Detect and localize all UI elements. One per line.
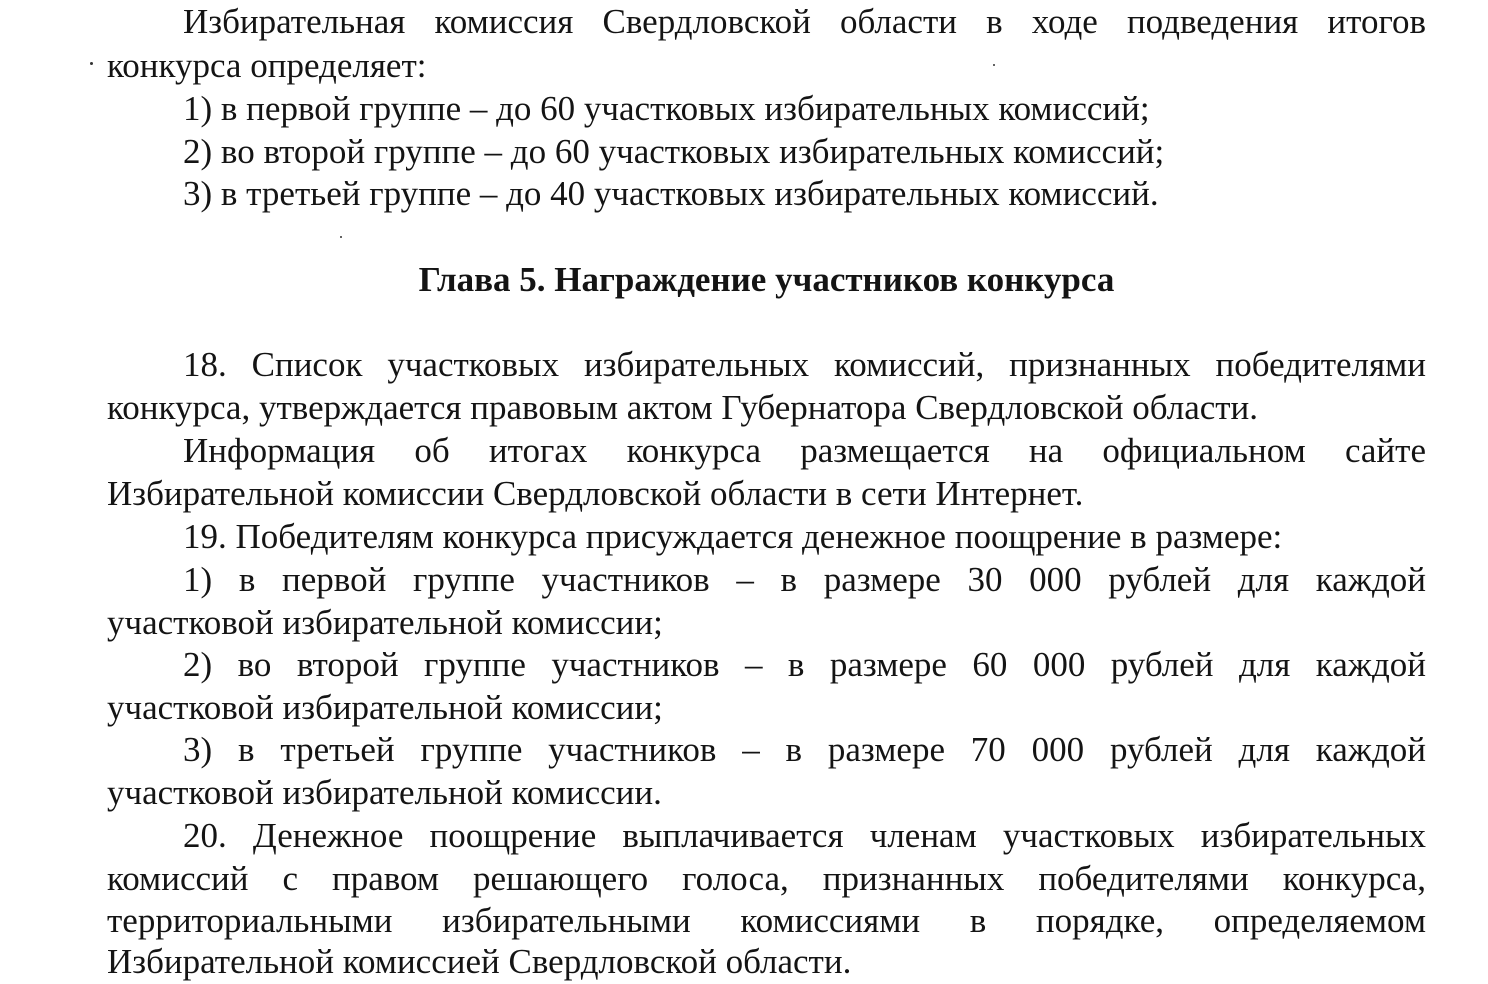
group-item-2: 2) во второй группе – до 60 участковых избирательных комиссий; [183, 132, 1165, 171]
scan-speck [340, 236, 342, 238]
award-2-line-1: 2) во второй группе участников – в размере 60 000 рублей для каждой [183, 645, 1426, 684]
p20-line-3: территориальными избирательными комиссиями в порядке, определяемом [107, 901, 1426, 940]
intro-line-2: конкурса определяет: [107, 46, 427, 85]
p18-line-1: 18. Список участковых избирательных комиссий, признанных победителями [183, 345, 1426, 384]
p20-line-1: 20. Денежное поощрение выплачивается членам участковых избирательных [183, 816, 1426, 855]
p20-line-4: Избирательной комиссией Свердловской области. [107, 942, 852, 981]
info-line-1: Информация об итогах конкурса размещается на официальном сайте [183, 431, 1426, 470]
award-1-line-2: участковой избирательной комиссии; [107, 603, 663, 642]
scan-speck [993, 64, 995, 66]
p18-line-2: конкурса, утверждается правовым актом Губернатора Свердловской области. [107, 388, 1259, 427]
intro-line-1: Избирательная комиссия Свердловской области в ходе подведения итогов [183, 2, 1426, 41]
p19-line-1: 19. Победителям конкурса присуждается денежное поощрение в размере: [183, 517, 1283, 556]
award-2-line-2: участковой избирательной комиссии; [107, 688, 663, 727]
award-1-line-1: 1) в первой группе участников – в размере 30 000 рублей для каждой [183, 560, 1426, 599]
chapter-heading: Глава 5. Награждение участников конкурса [418, 260, 1115, 299]
scan-speck [90, 62, 93, 65]
group-item-3: 3) в третьей группе – до 40 участковых избирательных комиссий. [183, 174, 1159, 213]
p20-line-2: комиссий с правом решающего голоса, признанных победителями конкурса, [107, 859, 1426, 898]
info-line-2: Избирательной комиссии Свердловской области в сети Интернет. [107, 474, 1084, 513]
award-3-line-1: 3) в третьей группе участников – в размере 70 000 рублей для каждой [183, 730, 1426, 769]
award-3-line-2: участковой избирательной комиссии. [107, 773, 662, 812]
group-item-1: 1) в первой группе – до 60 участковых избирательных комиссий; [183, 89, 1150, 128]
